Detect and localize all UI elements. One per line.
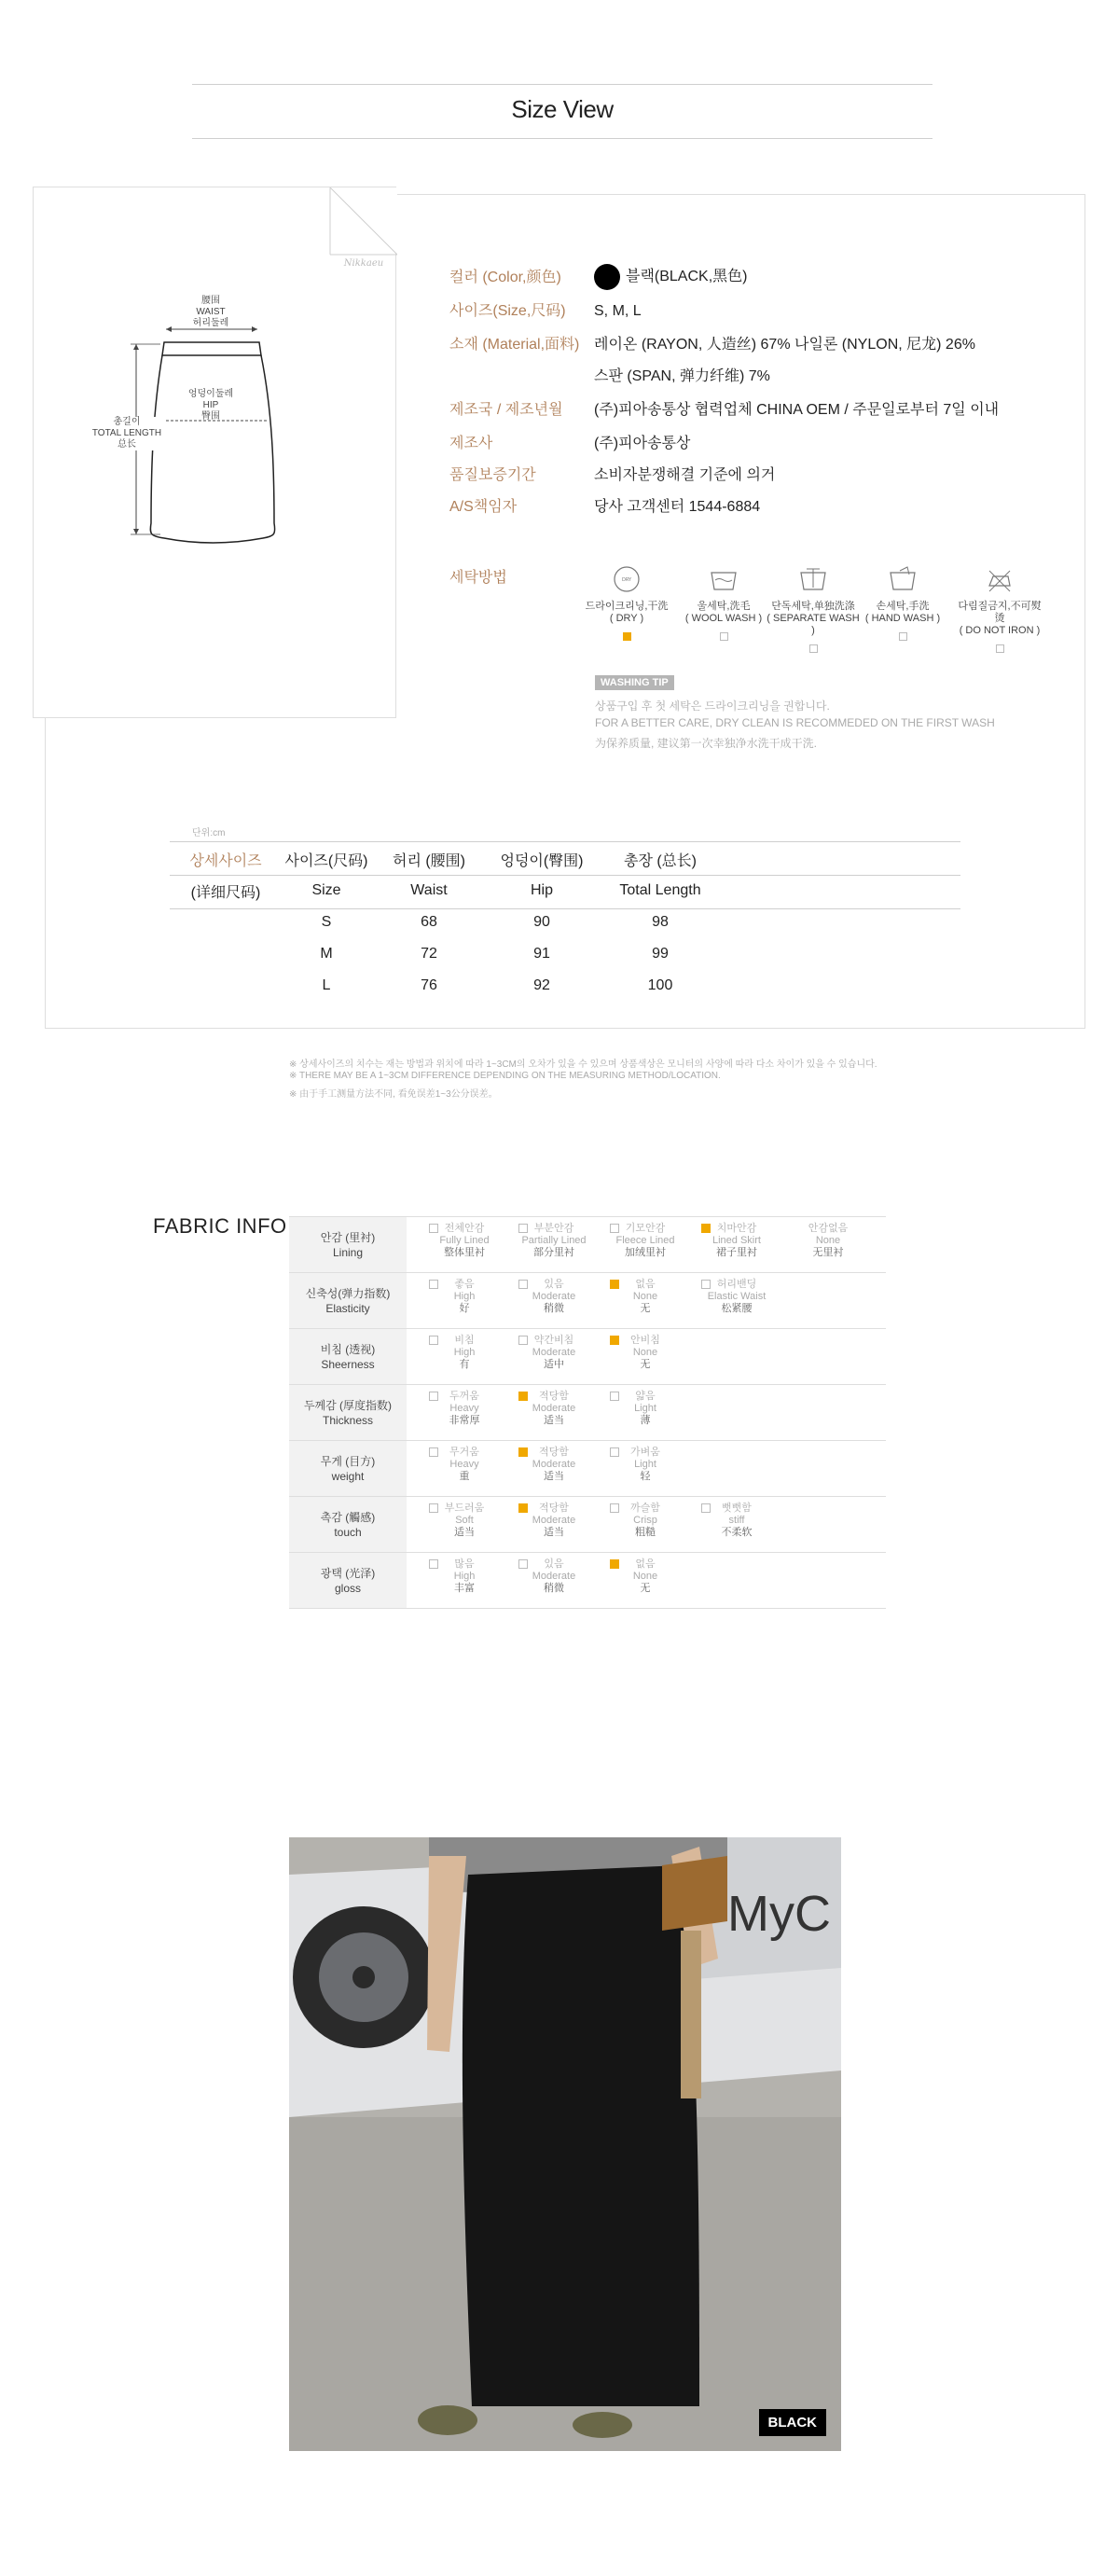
fabric-option: [509, 1503, 599, 1539]
separate-wash-check: [809, 644, 818, 653]
fabric-row-head-kr: 비침 (透视): [320, 1343, 376, 1356]
fabric-row-head-en: Elasticity: [325, 1302, 370, 1315]
fabric-option-kr: 적당함: [539, 1391, 569, 1402]
washing-tip-badge: WASHING TIP: [595, 675, 674, 690]
fabric-option-zh: 好: [459, 1303, 470, 1314]
fabric-option-en: High: [453, 1571, 476, 1582]
fabric-row: [289, 1216, 886, 1272]
hand-wash-icon: [887, 565, 919, 593]
fabric-option-en: Moderate: [532, 1571, 576, 1582]
fabric-option-checkbox: [429, 1559, 438, 1569]
fabric-option-en: Light: [634, 1459, 656, 1470]
fabric-option-en: None: [815, 1235, 841, 1246]
fabric-option-kr: 허리밴딩: [716, 1279, 757, 1290]
th-waist-kr: 허리 (腰围): [392, 853, 465, 869]
fabric-row-head: [289, 1385, 407, 1441]
fabric-option: [420, 1447, 509, 1483]
fabric-info-title: FABRIC INFO: [153, 1214, 287, 1238]
fabric-option-zh: 轻: [640, 1471, 651, 1482]
row-s-waist: 68: [421, 914, 437, 930]
fabric-option-kr: 두꺼움: [449, 1391, 479, 1402]
row-s-size: S: [321, 914, 332, 930]
row-m-waist: 72: [421, 946, 437, 962]
fabric-option-zh: 适中: [544, 1359, 564, 1370]
fabric-option-en: Moderate: [532, 1459, 576, 1470]
fabric-option-en: Moderate: [532, 1403, 576, 1414]
fabric-option-zh: 薄: [640, 1415, 651, 1426]
fabric-option-kr: 좋음: [454, 1279, 475, 1290]
fabric-option-en: Light: [634, 1403, 656, 1414]
fabric-row-head-kr: 신축성(弹力指数): [305, 1287, 391, 1300]
fabric-option-checkbox: [518, 1336, 528, 1345]
fabric-option-en: Soft: [455, 1515, 474, 1526]
fabric-row-head-kr: 광택 (光泽): [320, 1567, 376, 1580]
fabric-option-zh: 松紧腰: [721, 1303, 753, 1314]
wash-dry-clean: DRY 드라이크리닝,干洗 ( DRY ): [580, 565, 673, 641]
fabric-row-head: [289, 1441, 407, 1497]
fabric-option-checkbox: [610, 1447, 619, 1457]
fabric-option-checkbox: [429, 1224, 438, 1233]
dry-clean-check: [623, 632, 631, 641]
fabric-row-head-kr: 안감 (里衬): [320, 1231, 376, 1244]
product-photo-illustration: [289, 1837, 841, 2451]
header-bottom-line: [192, 138, 932, 139]
fabric-option-zh: 有: [459, 1359, 470, 1370]
fabric-option-checkbox: [518, 1503, 528, 1513]
fabric-option-checkbox: [701, 1224, 711, 1233]
fabric-row-head-en: weight: [331, 1470, 365, 1483]
fabric-option-zh: 裙子里衬: [716, 1247, 757, 1258]
fabric-option-zh: 丰富: [454, 1583, 475, 1594]
row-l-waist: 76: [421, 977, 437, 993]
fabric-option: [783, 1223, 873, 1259]
fabric-option-en: Crisp: [633, 1515, 657, 1526]
th-size-en: Size: [311, 882, 341, 898]
fabric-row-head: [289, 1217, 407, 1273]
wash-wool: 울세탁,洗毛 ( WOOL WASH ): [677, 565, 770, 641]
fabric-option-checkbox: [429, 1503, 438, 1513]
detail-size-label-zh: (详细尺码): [190, 885, 261, 901]
fabric-option-zh: 整体里衬: [444, 1247, 485, 1258]
fabric-option-kr: 있음: [544, 1279, 564, 1290]
fabric-option-en: Heavy: [449, 1459, 479, 1470]
fabric-option-kr: 치마안감: [716, 1223, 757, 1234]
fabric-option-kr: 부분안감: [533, 1223, 574, 1234]
fabric-option-kr: 안감없음: [808, 1223, 849, 1234]
wool-wash-check: [720, 632, 728, 641]
fabric-option: [601, 1503, 690, 1539]
fabric-option-zh: 适当: [544, 1415, 564, 1426]
fabric-option: [509, 1335, 599, 1371]
fabric-option-en: None: [632, 1347, 658, 1358]
fabric-option-zh: 无: [640, 1583, 651, 1594]
fabric-row-head-en: Lining: [332, 1246, 364, 1259]
fabric-option-checkbox: [429, 1336, 438, 1345]
th-hip-kr: 엉덩이(臀围): [500, 853, 584, 869]
fabric-row-head-en: touch: [334, 1526, 362, 1539]
length-label: 총길이 TOTAL LENGTH 总长: [90, 417, 164, 450]
fabric-option: [420, 1503, 509, 1539]
fabric-option-zh: 加绒里衬: [625, 1247, 666, 1258]
fabric-option-kr: 적당함: [539, 1447, 569, 1458]
car-text: MyC: [727, 1886, 831, 1942]
fabric-option-zh: 无: [640, 1359, 651, 1370]
fabric-option-kr: 약간비침: [533, 1335, 574, 1346]
fabric-option-checkbox: [610, 1280, 619, 1289]
fabric-option: [692, 1503, 781, 1539]
fabric-row-head-kr: 촉감 (觸感): [320, 1511, 376, 1524]
skirt-sketch-panel: [33, 187, 396, 718]
th-length-kr: 총장 (总长): [623, 853, 697, 869]
washing-tip-line-1: 상품구입 후 첫 세탁은 드라이크리닝을 권합니다.: [595, 699, 830, 713]
fabric-option-en: Lined Skirt: [712, 1235, 761, 1246]
fabric-option: [509, 1223, 599, 1259]
fabric-option-en: Moderate: [532, 1515, 576, 1526]
no-iron-icon: [984, 565, 1015, 593]
fabric-option: [601, 1391, 690, 1427]
color-tag: BLACK: [759, 2409, 827, 2436]
fabric-option: [601, 1223, 690, 1259]
fabric-option-kr: 안비침: [630, 1335, 660, 1346]
fabric-option: [509, 1279, 599, 1315]
fabric-option: [420, 1558, 509, 1595]
fabric-option-kr: 부드러움: [444, 1503, 485, 1514]
fabric-option-checkbox: [429, 1280, 438, 1289]
fabric-option-zh: 适当: [544, 1527, 564, 1538]
th-waist-en: Waist: [410, 882, 448, 898]
fabric-row: [289, 1552, 886, 1608]
fabric-option-checkbox: [701, 1280, 711, 1289]
fabric-option: [420, 1279, 509, 1315]
fabric-option-checkbox: [518, 1224, 528, 1233]
table-head-line: [170, 875, 960, 876]
fabric-option: [601, 1558, 690, 1595]
fabric-option: [601, 1335, 690, 1371]
fabric-option-zh: 重: [459, 1471, 470, 1482]
fabric-row: [289, 1440, 886, 1496]
row-l-size: L: [322, 977, 331, 993]
row-m-size: M: [320, 946, 333, 962]
sketch-logo: Nikkaeu: [343, 258, 384, 269]
fabric-row: [289, 1384, 886, 1440]
fabric-option-kr: 전체안감: [444, 1223, 485, 1234]
fabric-option-kr: 많음: [454, 1558, 475, 1570]
fabric-option-checkbox: [518, 1447, 528, 1457]
waist-label: 腰围 WAIST 허리둘레: [192, 296, 229, 328]
note-3: ※ 由于手工测量方法不同, 看免误差1~3公分误差。: [289, 1089, 498, 1100]
fabric-option-kr: 까슬함: [630, 1503, 660, 1514]
fabric-row-head: [289, 1497, 407, 1553]
th-length-en: Total Length: [619, 882, 701, 898]
fabric-option: [420, 1335, 509, 1371]
fabric-option-checkbox: [518, 1392, 528, 1401]
fabric-option-kr: 무거움: [449, 1447, 479, 1458]
separate-wash-icon: [797, 565, 829, 593]
fabric-option: [420, 1223, 509, 1259]
fabric-option-kr: 없음: [635, 1279, 656, 1290]
fabric-option-zh: 无: [640, 1303, 651, 1314]
note-2: ※ THERE MAY BE A 1~3CM DIFFERENCE DEPENDING ON THE MEASURING METHOD/LOCATION.: [289, 1071, 721, 1081]
th-size-kr: 사이즈(尺码): [284, 853, 368, 869]
detail-size-label: 상세사이즈: [189, 853, 262, 869]
unit-label: 단위:cm: [192, 828, 226, 838]
fabric-option-checkbox: [610, 1559, 619, 1569]
row-l-length: 100: [647, 977, 673, 993]
fabric-option-checkbox: [610, 1392, 619, 1401]
color-swatch: [594, 264, 620, 290]
fabric-option-checkbox: [518, 1559, 528, 1569]
washing-tip-line-3: 为保养质量, 建议第一次幸独净水洗干成干洗.: [595, 737, 818, 750]
fabric-table-bottom-line: [289, 1608, 886, 1609]
product-photo: [289, 1837, 841, 2451]
fabric-option-kr: 없음: [635, 1558, 656, 1570]
fabric-option-en: None: [632, 1291, 658, 1302]
fabric-option-kr: 비침: [454, 1335, 475, 1346]
fabric-row: [289, 1272, 886, 1328]
fabric-option-kr: 있음: [544, 1558, 564, 1570]
fabric-option-kr: 가벼움: [630, 1447, 660, 1458]
hip-label: 엉덩이둘레 HIP 臀围: [187, 389, 234, 422]
wool-wash-icon: [708, 565, 739, 593]
row-m-length: 99: [652, 946, 669, 962]
fabric-option-en: Fleece Lined: [615, 1235, 675, 1246]
fabric-option-en: High: [453, 1347, 476, 1358]
fabric-option-checkbox: [518, 1280, 528, 1289]
fabric-row-head: [289, 1553, 407, 1609]
th-hip-en: Hip: [530, 882, 553, 898]
fabric-row-head-en: Thickness: [322, 1414, 374, 1427]
fabric-option: [601, 1447, 690, 1483]
fabric-option-zh: 适当: [544, 1471, 564, 1482]
table-subhead-line: [170, 908, 960, 909]
fabric-option: [509, 1391, 599, 1427]
fabric-option-en: Elastic Waist: [707, 1291, 767, 1302]
table-top-line: [170, 841, 960, 842]
fabric-row-head-kr: 두께감 (厚度指数): [303, 1399, 393, 1412]
fabric-option-checkbox: [429, 1447, 438, 1457]
header-top-line: [192, 84, 932, 85]
row-l-hip: 92: [533, 977, 550, 993]
fabric-option-checkbox: [610, 1224, 619, 1233]
fabric-option-kr: 적당함: [539, 1503, 569, 1514]
fabric-option-checkbox: [610, 1503, 619, 1513]
fabric-option-zh: 稍微: [544, 1303, 564, 1314]
fabric-option-zh: 稍微: [544, 1583, 564, 1594]
fabric-option: [509, 1447, 599, 1483]
fabric-row-head: [289, 1273, 407, 1329]
fabric-option: [692, 1279, 781, 1315]
fabric-option-checkbox: [429, 1392, 438, 1401]
fabric-option-en: Heavy: [449, 1403, 479, 1414]
fabric-option: [692, 1223, 781, 1259]
fabric-option-checkbox: [701, 1503, 711, 1513]
fabric-option-zh: 适当: [454, 1527, 475, 1538]
fabric-option-zh: 不柔软: [721, 1527, 753, 1538]
fabric-row: [289, 1496, 886, 1552]
fabric-row-head-kr: 무게 (目方): [320, 1455, 376, 1468]
fabric-row-head-en: Sheerness: [321, 1358, 375, 1371]
fabric-row: [289, 1328, 886, 1384]
fabric-option-kr: 뻣뻣함: [722, 1503, 752, 1514]
note-1: ※ 상세사이즈의 치수는 재는 방법과 위치에 따라 1~3CM의 오차가 있을 수 있으며 상품색상은 모니터의 사양에 따라 다소 차이가 있을 수 있습니다.: [289, 1059, 877, 1070]
fabric-option-checkbox: [610, 1336, 619, 1345]
washing-tip-line-2: FOR A BETTER CARE, DRY CLEAN IS RECOMMEDED ON THE FIRST WASH: [595, 716, 995, 729]
fabric-option-en: stiff: [728, 1515, 745, 1526]
wash-no-iron: 다림질금지,不可熨烫 ( DO NOT IRON ): [953, 565, 1046, 653]
fabric-option-en: Moderate: [532, 1291, 576, 1302]
wash-hand: 손세탁,手洗 ( HAND WASH ): [856, 565, 949, 641]
washing-label: 세탁방법: [449, 570, 507, 586]
fabric-option-en: Partially Lined: [521, 1235, 587, 1246]
dry-clean-icon: [611, 565, 642, 593]
fabric-option-en: None: [632, 1571, 658, 1582]
svg-text:DRY: DRY: [621, 577, 632, 583]
fabric-option-kr: 얇음: [635, 1391, 656, 1402]
no-iron-check: [996, 644, 1004, 653]
fabric-option-en: High: [453, 1291, 476, 1302]
row-s-length: 98: [652, 914, 669, 930]
page-title: Size View: [511, 95, 614, 123]
fabric-option-en: Moderate: [532, 1347, 576, 1358]
row-m-hip: 91: [533, 946, 550, 962]
fabric-option: [420, 1391, 509, 1427]
fabric-option-zh: 部分里衬: [533, 1247, 574, 1258]
hand-wash-check: [899, 632, 907, 641]
wash-separate: 단독세탁,单独洗涤 ( SEPARATE WASH ): [767, 565, 860, 653]
fabric-option-en: Fully Lined: [439, 1235, 490, 1246]
fabric-option-zh: 非常厚: [449, 1415, 480, 1426]
fabric-option-kr: 기모안감: [625, 1223, 666, 1234]
fabric-option: [509, 1558, 599, 1595]
fabric-row-head-en: gloss: [334, 1582, 361, 1595]
fabric-option-zh: 粗糙: [635, 1527, 656, 1538]
row-s-hip: 90: [533, 914, 550, 930]
fabric-option-zh: 无里衬: [812, 1247, 844, 1258]
fabric-option: [601, 1279, 690, 1315]
fabric-row-head: [289, 1329, 407, 1385]
